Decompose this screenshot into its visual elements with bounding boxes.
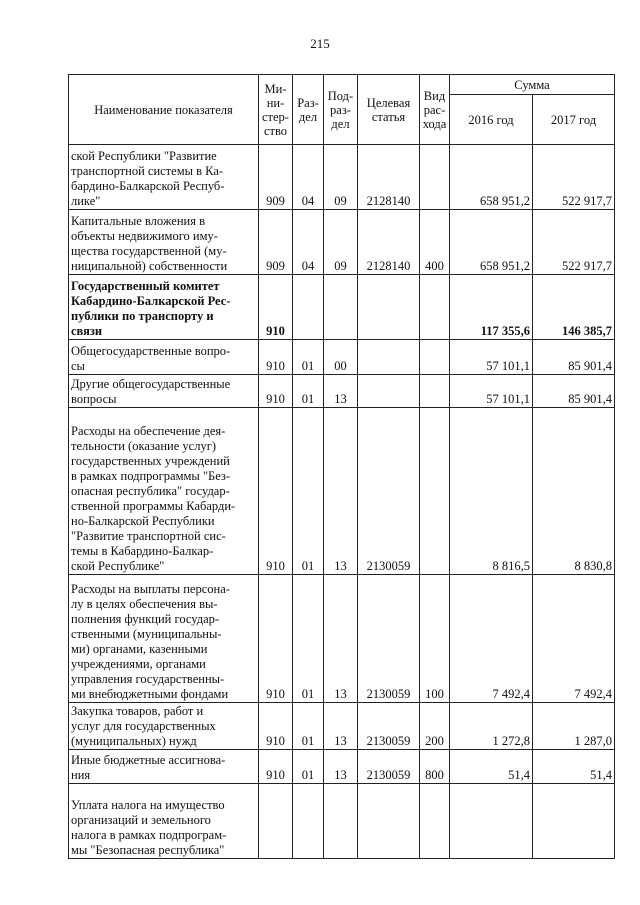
page-number: 215 [310,36,330,51]
row-name: Расходы на обеспечение дея- тельности (оказание услуг) государственных учреждений в рамках подпрограммы "Без- опасная республика" государ- ственной программы Кабарди- но-Балкарской Республики "Развитие транспортной сис- темы в Кабардино-Балкар- ской Республике" [69,408,259,575]
row-ministry: 910 [259,375,293,408]
table-row [69,750,615,784]
row-sum-2017: 85 901,4 [533,340,615,375]
row-subsection: 13 [324,750,358,784]
header-expense-type [420,75,450,145]
row-sum-2017: 522 917,7 [533,145,615,210]
header-section [293,75,324,145]
row-sum-2017: 1 287,0 [533,703,615,750]
row-expense-type: 200 [420,703,450,750]
row-target: 2130059 [358,575,420,703]
row-sum-2016: 8 816,5 [450,408,533,575]
header-year-2017: 2017 год [533,95,615,145]
row-ministry: 910 [259,275,293,340]
row-section: 01 [293,703,324,750]
row-expense-type [420,145,450,210]
row-subsection: 13 [324,575,358,703]
row-sum-2016: 658 951,2 [450,145,533,210]
header-expense-type-label: Вид рас- хода [422,88,447,131]
table-row [69,408,615,575]
row-sum-2017: 146 385,7 [533,275,615,340]
row-sum-2016: 57 101,1 [450,375,533,408]
header-target-label: Целевая статья [366,95,411,124]
row-name: Закупка товаров, работ и услуг для государственных (муниципальных) нужд [69,703,259,750]
row-sum-2017: 51,4 [533,750,615,784]
row-ministry: 910 [259,750,293,784]
row-target: 2128140 [358,145,420,210]
header-ministry-label: Ми- ни- стер- ство [262,81,289,138]
row-subsection: 09 [324,145,358,210]
row-sum-2016: 658 951,2 [450,210,533,275]
row-name: ской Республики "Развитие транспортной системы в Ка- бардино-Балкарской Респуб- лике" [69,145,259,210]
row-name: Капитальные вложения в объекты недвижимого иму- щества государственной (му- ниципальной) собственности [69,210,259,275]
header-subsection [324,75,358,145]
row-sum-2017: 8 830,8 [533,408,615,575]
header-ministry [259,75,293,145]
row-sum-2017: 522 917,7 [533,210,615,275]
row-sum-2016: 117 355,6 [450,275,533,340]
row-ministry: 910 [259,408,293,575]
row-expense-type [420,408,450,575]
budget-table [68,74,615,859]
table-row [69,703,615,750]
row-ministry: 909 [259,210,293,275]
row-name: Расходы на выплаты персона- лу в целях обеспечения вы- полнения функций государ- ственными (муниципальны- ми) органами, казенными учреждениями, органами управления государственны- ми внебюджетными фондами [69,575,259,703]
row-expense-type [420,340,450,375]
row-expense-type: 100 [420,575,450,703]
row-name: Государственный комитет Кабардино-Балкарской Рес- публики по транспорту и связи [69,275,259,340]
table-row [69,375,615,408]
row-ministry: 909 [259,145,293,210]
row-sum-2017 [533,784,615,859]
table-row [69,145,615,210]
row-subsection [324,275,358,340]
table-row [69,575,615,703]
header-name: Наименование показателя [69,75,259,145]
row-target: 2128140 [358,210,420,275]
row-sum-2016 [450,784,533,859]
row-expense-type [420,784,450,859]
row-section: 01 [293,750,324,784]
row-ministry [259,784,293,859]
table-body [69,145,615,859]
row-section [293,784,324,859]
row-target: 2130059 [358,408,420,575]
table-row [69,340,615,375]
table-row [69,210,615,275]
row-section: 01 [293,575,324,703]
table-row [69,275,615,340]
header-subsection-label: Под- раз- дел [327,88,354,131]
row-name: Уплата налога на имущество организаций и земельного налога в рамках подпрограм- мы "Безопасная республика" [69,784,259,859]
row-sum-2017: 85 901,4 [533,375,615,408]
row-ministry: 910 [259,703,293,750]
row-subsection: 13 [324,375,358,408]
row-target: 2130059 [358,750,420,784]
row-target: 2130059 [358,703,420,750]
row-section: 04 [293,145,324,210]
header-year-2016: 2016 год [450,95,533,145]
header-section-label: Раз- дел [297,95,319,124]
header-target [358,75,420,145]
row-expense-type [420,375,450,408]
row-sum-2016: 51,4 [450,750,533,784]
row-section: 04 [293,210,324,275]
row-subsection: 13 [324,703,358,750]
row-sum-2016: 1 272,8 [450,703,533,750]
row-subsection: 00 [324,340,358,375]
row-target [358,375,420,408]
row-name: Другие общегосударственные вопросы [69,375,259,408]
row-name: Общегосударственные вопро- сы [69,340,259,375]
row-expense-type [420,275,450,340]
row-name: Иные бюджетные ассигнова- ния [69,750,259,784]
header-sum: Сумма [450,75,615,95]
row-section: 01 [293,375,324,408]
row-target [358,340,420,375]
row-subsection [324,784,358,859]
row-ministry: 910 [259,575,293,703]
row-target [358,784,420,859]
row-sum-2017: 7 492,4 [533,575,615,703]
row-subsection: 09 [324,210,358,275]
row-section [293,275,324,340]
row-target [358,275,420,340]
row-section: 01 [293,408,324,575]
table-row [69,784,615,859]
row-expense-type: 400 [420,210,450,275]
row-subsection: 13 [324,408,358,575]
row-sum-2016: 57 101,1 [450,340,533,375]
row-expense-type: 800 [420,750,450,784]
row-sum-2016: 7 492,4 [450,575,533,703]
row-ministry: 910 [259,340,293,375]
row-section: 01 [293,340,324,375]
